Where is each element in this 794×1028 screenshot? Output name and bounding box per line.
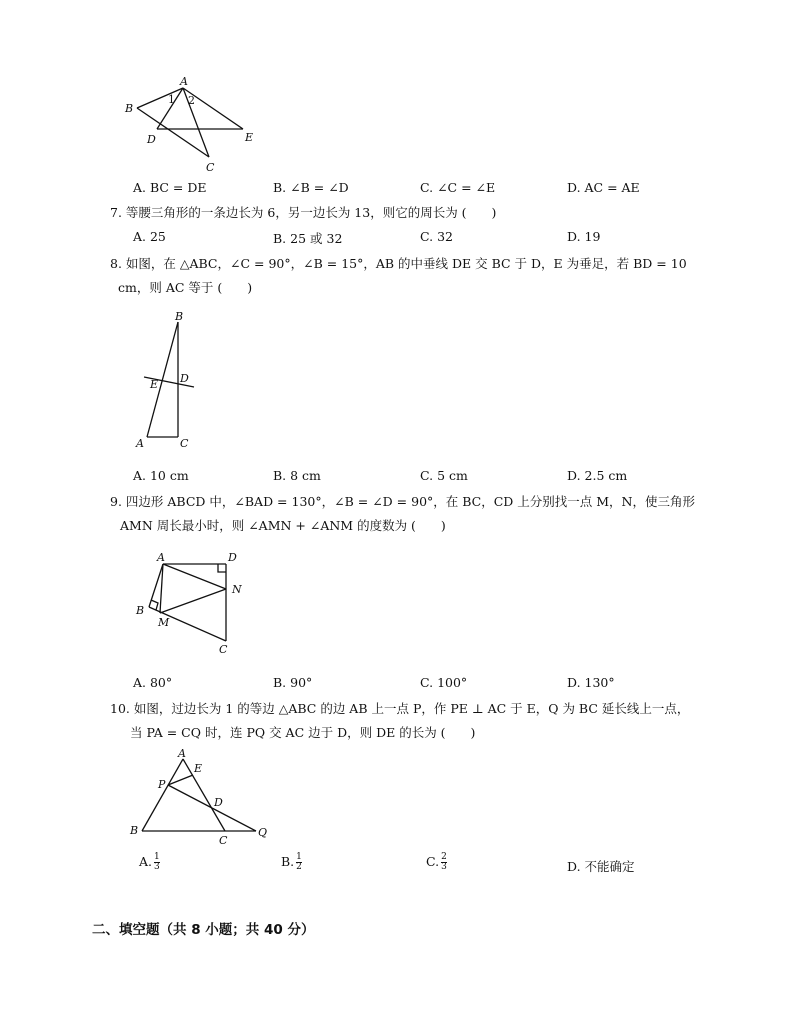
q9-label-m: M	[158, 616, 170, 629]
q7-option-b[interactable]: B. 25 或 32	[273, 231, 343, 246]
q8-label-a: A	[136, 437, 144, 450]
q10-option-d[interactable]: D. 不能确定	[567, 859, 635, 874]
q7-option-a[interactable]: A. 25	[133, 229, 166, 244]
q10-option-b-fraction: $\frac{1}{2}$	[296, 852, 302, 872]
q10-option-c-prefix: C.	[426, 854, 440, 869]
q9-stem-line1: 9. 四边形 ABCD 中，∠BAD = 130°，∠B = ∠D = 90°，在 BC，CD 上分别找一点 M，N，使三角形	[110, 494, 695, 509]
q9-label-c: C	[219, 643, 228, 656]
q10-label-c: C	[219, 834, 228, 847]
q10-label-q: Q	[258, 826, 268, 839]
q6-label-b: B	[125, 102, 134, 115]
q6-label-1: 1	[168, 93, 175, 106]
q6-option-b[interactable]: B. ∠B = ∠D	[273, 180, 349, 195]
q10-option-c-fraction: $\frac{2}{3}$	[441, 852, 447, 872]
q6-label-d: D	[147, 133, 156, 146]
q9-option-d[interactable]: D. 130°	[567, 675, 615, 690]
q8-option-a[interactable]: A. 10 cm	[133, 468, 189, 483]
q8-stem-line2: cm，则 AC 等于 ( )	[118, 280, 253, 295]
q8-label-b: B	[175, 310, 184, 323]
q8-stem-line1: 8. 如图，在 △ABC，∠C = 90°，∠B = 15°，AB 的中垂线 DE 交 BC 于 D，E 为垂足，若 BD = 10	[110, 256, 687, 271]
q9-label-a: A	[157, 551, 165, 564]
q9-label-d: D	[228, 551, 237, 564]
q10-stem-line2: 当 PA = CQ 时，连 PQ 交 AC 边于 D，则 DE 的长为 ( )	[130, 725, 476, 740]
q10-option-b-prefix: B.	[281, 854, 295, 869]
q7-option-c[interactable]: C. 32	[420, 229, 453, 244]
q8-label-d: D	[180, 372, 189, 385]
q9-option-c[interactable]: C. 100°	[420, 675, 468, 690]
q7-option-d[interactable]: D. 19	[567, 229, 601, 244]
q10-label-d: D	[214, 796, 223, 809]
q8-label-c: C	[180, 437, 189, 450]
q10-label-p: P	[158, 778, 166, 791]
q9-label-b: B	[136, 604, 145, 617]
q10-label-a: A	[178, 747, 186, 760]
q6-option-c[interactable]: C. ∠C = ∠E	[420, 180, 496, 195]
q10-option-a-prefix: A.	[139, 854, 153, 869]
q10-option-c[interactable]	[426, 853, 447, 872]
q6-label-c: C	[206, 161, 215, 174]
q10-option-a[interactable]	[139, 853, 160, 872]
q9-stem-line2: AMN 周长最小时，则 ∠AMN + ∠ANM 的度数为 ( )	[120, 518, 446, 533]
section-title: 二、填空题（共 8 小题；共 40 分）	[92, 922, 315, 938]
q10-stem-line1: 10. 如图，过边长为 1 的等边 △ABC 的边 AB 上一点 P，作 PE ⊥ AC 于 E，Q 为 BC 延长线上一点，	[110, 701, 690, 716]
q8-option-c[interactable]: C. 5 cm	[420, 468, 468, 483]
q10-label-b: B	[130, 824, 139, 837]
q8-option-b[interactable]: B. 8 cm	[273, 468, 321, 483]
q6-label-2: 2	[188, 94, 195, 107]
q9-label-n: N	[232, 583, 242, 596]
q8-label-e: E	[150, 378, 159, 391]
q7-stem: 7. 等腰三角形的一条边长为 6，另一边长为 13，则它的周长为 ( )	[110, 205, 497, 220]
q6-option-a[interactable]: A. BC = DE	[133, 180, 207, 195]
q8-option-d[interactable]: D. 2.5 cm	[567, 468, 628, 483]
q6-label-a: A	[180, 75, 188, 88]
q10-label-e: E	[194, 762, 203, 775]
q10-option-b[interactable]	[281, 853, 302, 872]
q10-option-a-fraction: $\frac{1}{3}$	[154, 852, 160, 872]
q6-option-d[interactable]: D. AC = AE	[567, 180, 640, 195]
q9-option-a[interactable]: A. 80°	[133, 675, 173, 690]
q9-option-b[interactable]: B. 90°	[273, 675, 313, 690]
q6-label-e: E	[245, 131, 254, 144]
